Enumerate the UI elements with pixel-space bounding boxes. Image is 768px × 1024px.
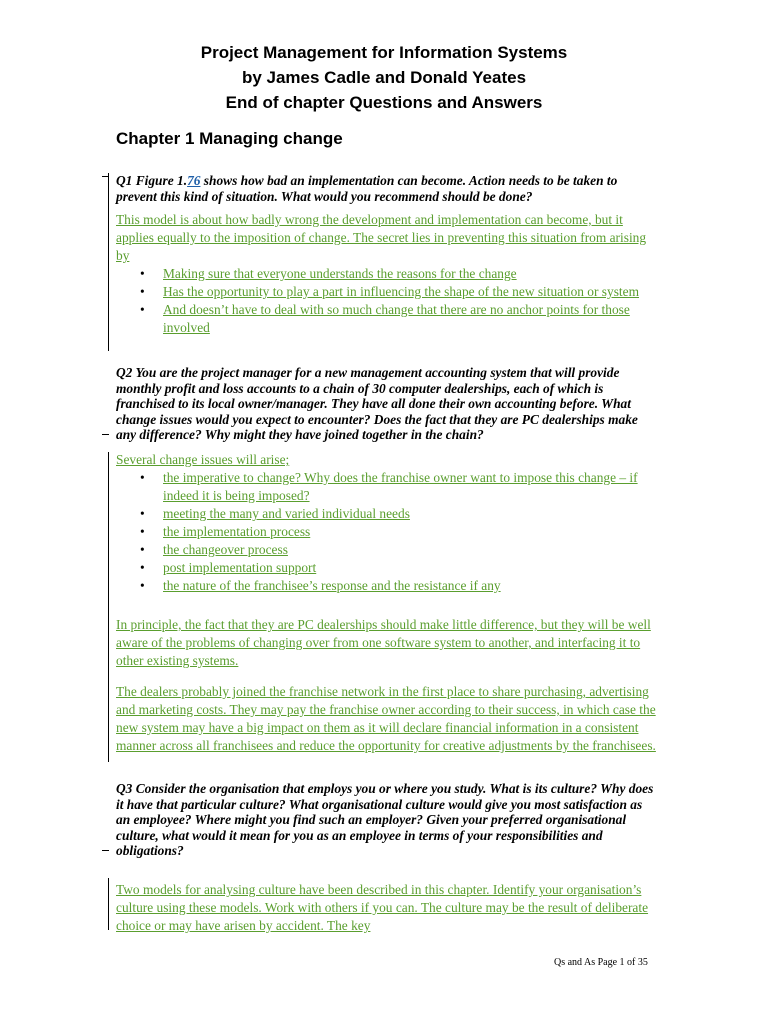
change-mark (102, 434, 109, 435)
paragraph: Two models for analysing culture have been described in this chapter. Identify your organisation’s culture using these models. Work with others if you can. The culture may be the result of deliberate choice or may have arisen by accident. The key (116, 882, 649, 933)
answer-2-list (116, 469, 656, 595)
title-line-1: Project Management for Information Systems (200, 43, 568, 62)
list-item: • the imperative to change? Why does the franchise owner want to impose this change – if indeed it is being imposed? (116, 469, 656, 505)
change-mark (102, 850, 109, 851)
list-item: • the nature of the franchisee’s response and the resistance if any (116, 577, 656, 595)
answer-1 (116, 211, 656, 337)
document-title (0, 40, 768, 115)
title-line-2: by James Cadle and Donald Yeates (241, 68, 527, 87)
question-2: Q2 You are the project manager for a new management accounting system that will provide monthly profit and loss accounts to a chain of 30 computer dealerships, each of which is franchised to its local owner/manager. They have all done their own accounting before. What change issues would you expect to encounter? Does the fact that they are PC dealerships make any difference? Why might they have joined together in the chain? (116, 365, 638, 443)
change-mark (102, 176, 109, 177)
list-item: • the implementation process (116, 523, 656, 541)
figure-reference-link[interactable]: 76 (187, 173, 201, 188)
answer-2-paragraph-2 (116, 616, 656, 670)
answer-2-intro: Several change issues will arise; (116, 452, 290, 467)
list-item: • And doesn’t have to deal with so much change that there are no anchor points for those involved (116, 301, 656, 337)
answer-2-paragraph-3 (116, 683, 656, 755)
list-item: • the changeover process (116, 541, 656, 559)
page-footer: Qs and As Page 1 of 35 (554, 957, 648, 968)
answer-1-intro: This model is about how badly wrong the development and implementation can become, but it applies equally to the imposition of change. The secret lies in preventing this situation from arising by (116, 212, 647, 263)
change-bar (108, 173, 109, 351)
q1-lead: Q1 Figure 1. (116, 173, 188, 188)
list-item: • Has the opportunity to play a part in influencing the shape of the new situation or system (116, 283, 656, 301)
title-line-3: End of chapter Questions and Answers (225, 93, 543, 112)
list-item: • meeting the many and varied individual needs (116, 505, 656, 523)
change-bar (108, 878, 109, 930)
list-item: • Making sure that everyone understands the reasons for the change (116, 265, 656, 283)
question-1 (116, 173, 656, 204)
q1-text: shows how bad an implementation can become. Action needs to be taken to prevent this kind of situation. What would you recommend should be done? (116, 173, 618, 204)
answer-3 (116, 881, 656, 935)
question-3: Q3 Consider the organisation that employs you or where you study. What is its culture? Why does it have that particular culture? What organisational culture would give you most satisfaction as an employee? Where might you find such an employer? Given your preferred organisational culture, what would it mean for you as an employee in terms of your responsibilities and obligations? (116, 781, 654, 859)
answer-2 (116, 451, 656, 595)
chapter-heading: Chapter 1 Managing change (116, 129, 343, 148)
paragraph: The dealers probably joined the franchise network in the first place to share purchasing, advertising and marketing costs. They may pay the franchise owner according to their success, in which case the new system may have a big impact on them as it will declare financial information in a consistent manner across all franchisees and reduce the opportunity for creative adjustments by the franchisees. (116, 684, 656, 753)
list-item: • post implementation support (116, 559, 656, 577)
paragraph: In principle, the fact that they are PC dealerships should make little difference, but they will be well aware of the problems of changing over from one software system to another, and interfacing it to other existing systems. (116, 617, 651, 668)
change-bar (108, 452, 109, 762)
answer-1-list (116, 265, 656, 337)
